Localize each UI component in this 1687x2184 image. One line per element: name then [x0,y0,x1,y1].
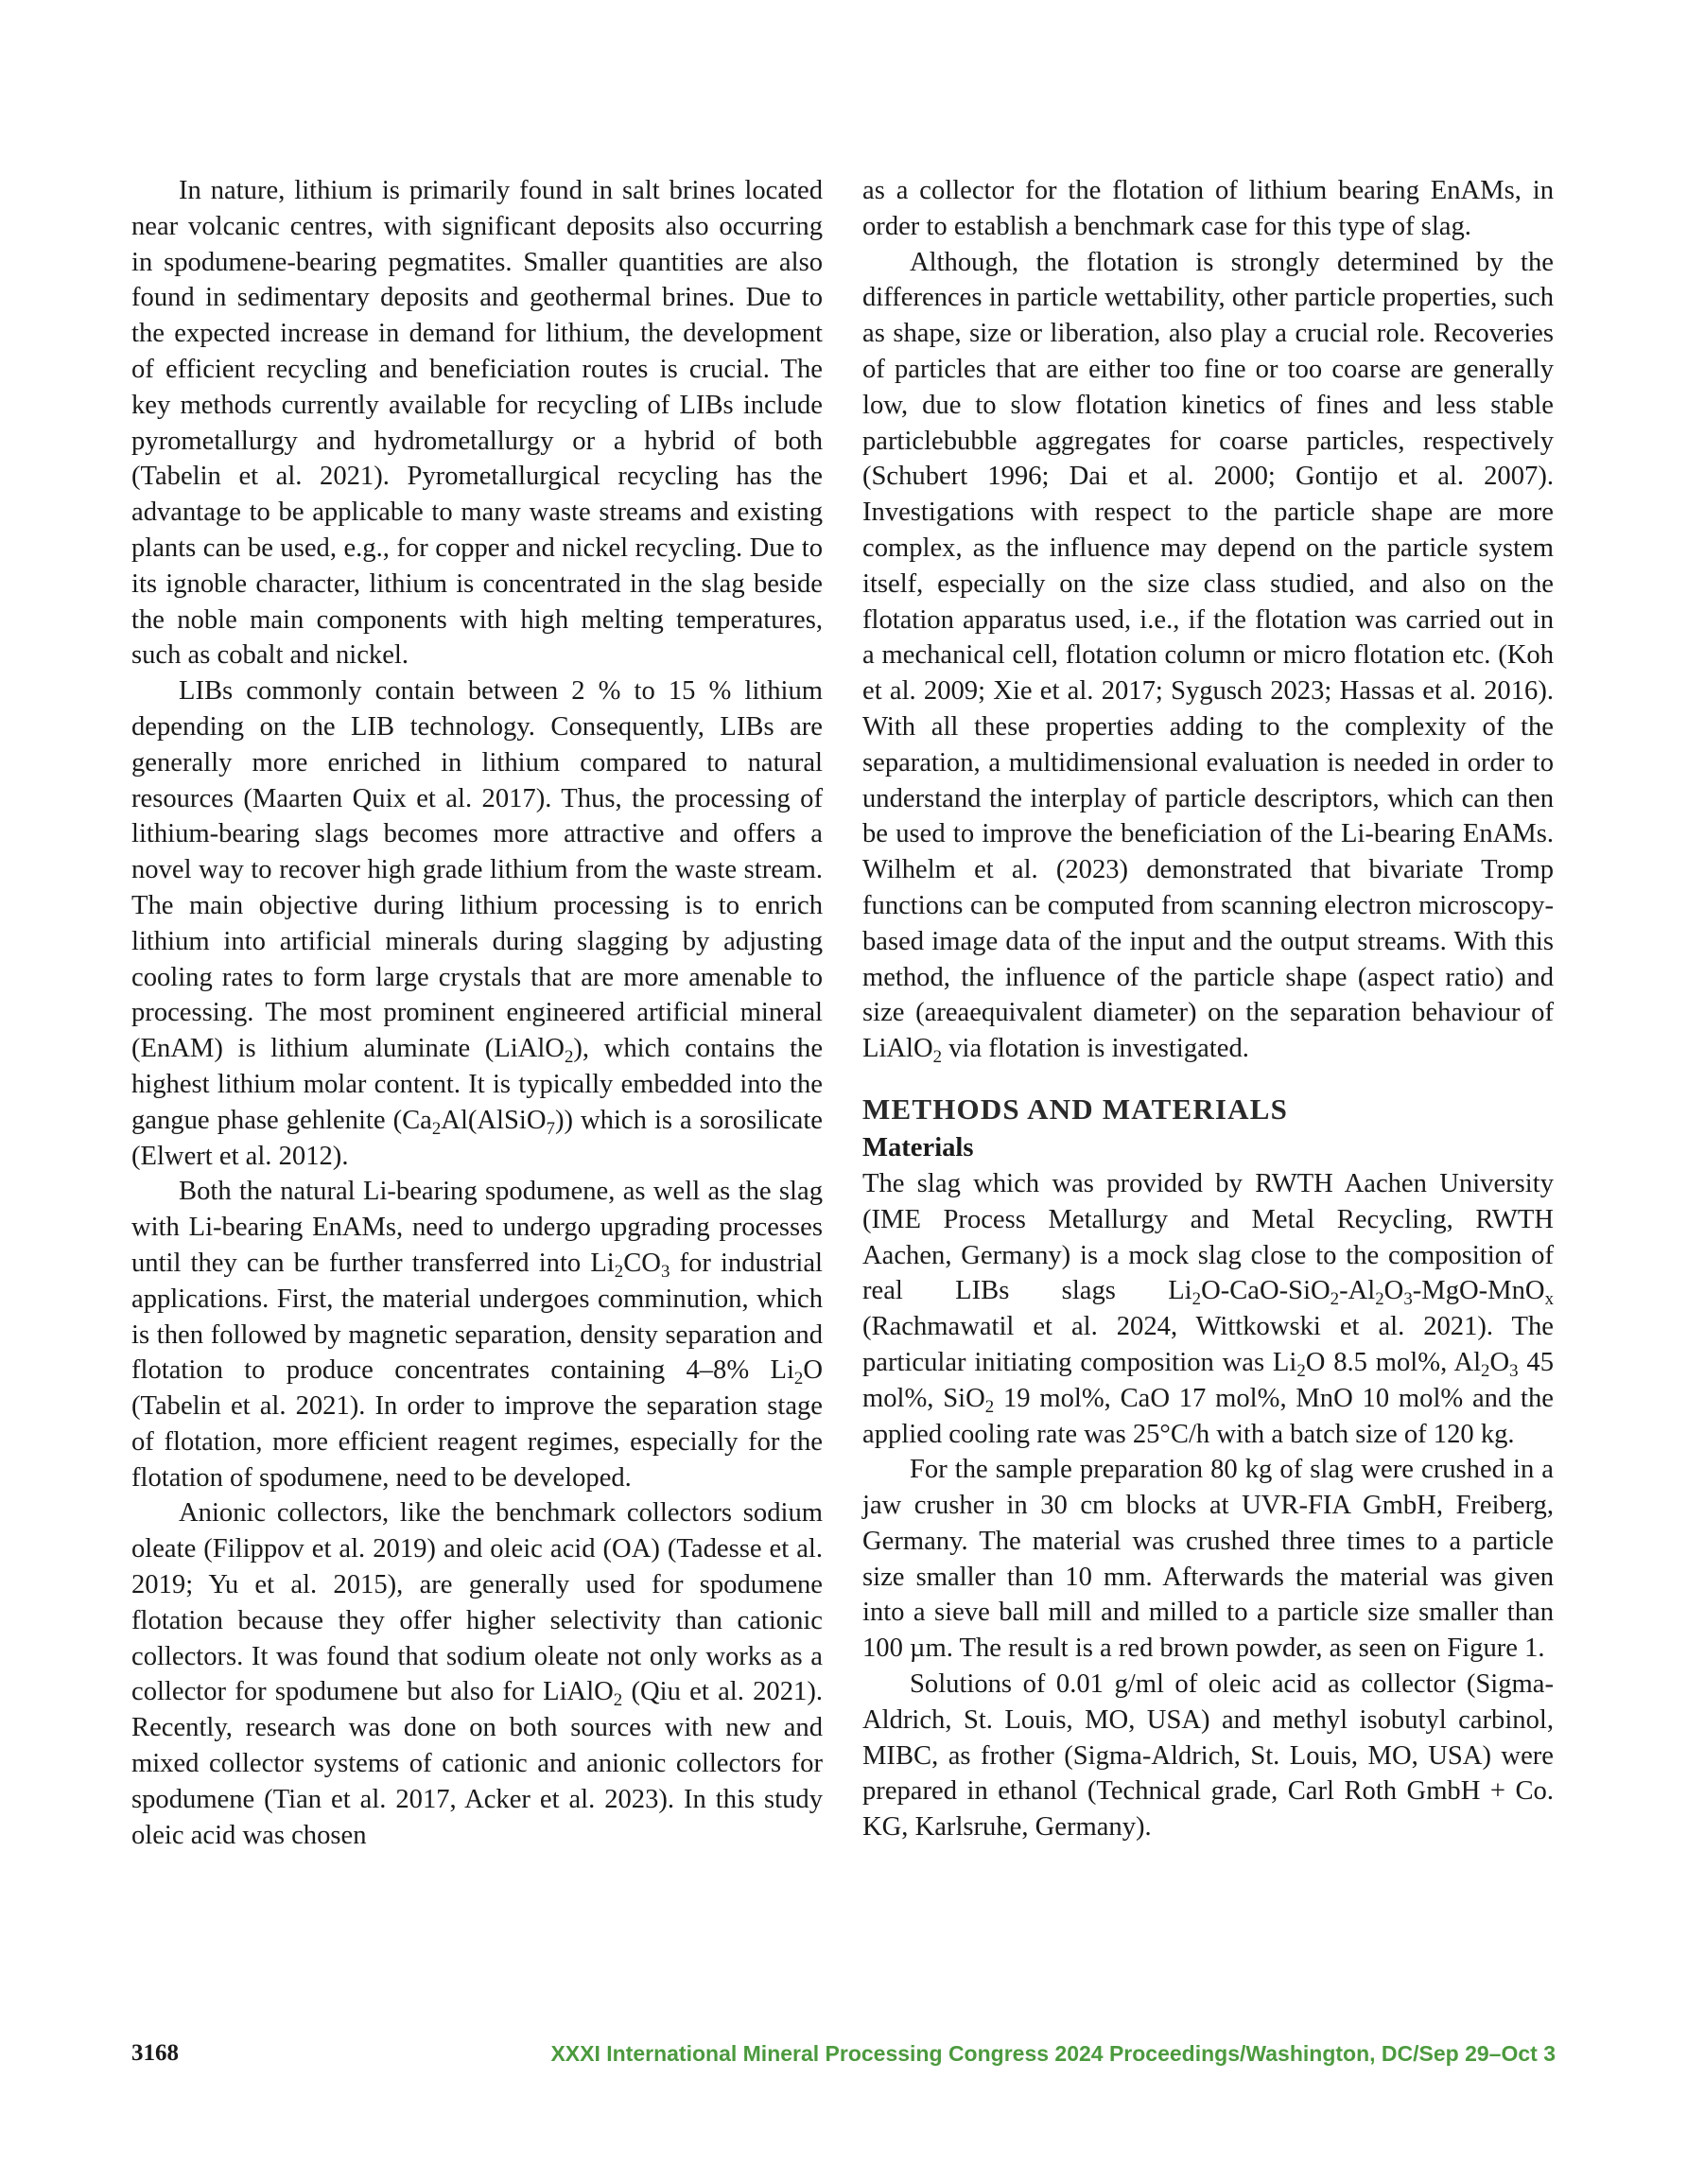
paragraph-particle-properties: Although, the flotation is strongly determined by the differences in particle wettability, other particle properties, such as shape, size or liberation, also play a crucial role. Recoveries of particles that are either too fine or too coarse are generally low, due to slow flotation kinetics of fines and less stable particlebubble aggregates for coarse particles, respectively (Schubert 1996; Dai et al. 2000; Gontijo et al. 2007). Investigations with respect to the particle shape are more complex, as the influence may depend on the particle system itself, especially on the size class studied, and also on the flotation apparatus used, i.e., if the flotation was carried out in a mechanical cell, flotation column or micro flotation etc. (Koh et al. 2009; Xie et al. 2017; Sygusch 2023; Hassas et al. 2016). With all these properties adding to the complexity of the separation, a multidimensional evaluation is needed in order to understand the interplay of particle descriptors, which can then be used to improve the beneficiation of the Li-bearing EnAMs. Wilhelm et al. (2023) demonstrated that bivariate Tromp functions can be computed from scanning electron microscopy-based image data of the input and the output streams. With this method, the influence of the particle shape (aspect ratio) and size (areaequivalent diameter) on the separation behaviour of LiAlO$_2$ via flotation is investigated. [862,247,1554,1068]
left-column [131,173,823,1853]
page-footer [131,2036,1556,2070]
paragraph-sample-preparation: For the sample preparation 80 kg of slag were crushed in a jaw crusher in 30 cm blocks at UVR-FIA GmbH, Freiberg, Germany. The material was crushed three times to a particle size smaller than 10 mm. Afterwards the material was given into a sieve ball mill and milled to a particle size smaller than 100 µm. The result is a red brown powder, as seen on Figure 1. [862,1455,1554,1664]
paragraph-slag-composition: The slag which was provided by RWTH Aachen University (IME Process Metallurgy and Metal Recycling, RWTH Aachen, Germany) is a mock slag close to the composition of real LIBs slags $Li_2O-CaO-SiO_2-Al_2O_3-MgO-MnO_x$ (Rachmawatil et al. 2024, Wittkowski et al. 2021). The particular initiating composition was $Li_2O$ 8.5 mol%, $Al_2O_3$ 45 mol%, SiO$_2$ 19 mol%, CaO 17 mol%, MnO 10 mol% and the applied cooling rate was 25°C/h with a batch size of 120 kg. [862,1168,1554,1449]
paragraph-anionic-collectors: Anionic collectors, like the benchmark collectors sodium oleate (Filippov et al. 2019) and oleic acid (OA) (Tadesse et al. 2019; Yu et al. 2015), are generally used for spodumene flotation because they offer higher selectivity than cationic collectors. It was found that sodium oleate not only works as a collector for spodumene but also for LiAlO$_2$ (Qiu et al. 2021). Recently, research was done on both sources with new and mixed collector systems of cationic and anionic collectors for spodumene (Tian et al. 2017, Acker et al. 2023). In this study oleic acid was chosen [131,1498,823,1850]
paragraph-upgrading-processes: Both the natural Li-bearing spodumene, as well as the slag with Li-bearing EnAMs, need to undergo upgrading processes until they can be further transferred into $Li_2CO_3$ for industrial applications. First, the material undergoes comminution, which is then followed by magnetic separation, density separation and flotation to produce concentrates containing 4–8% $Li_2O$ (Tabelin et al. 2021). In order to improve the separation stage of flotation, more efficient reagent regimes, especially for the flotation of spodumene, need to be developed. [131,1177,823,1493]
page-number: 3168 [131,2040,179,2066]
right-column [862,173,1554,1845]
paragraph-lib-lithium-content: LIBs commonly contain between 2 % to 15 % lithium depending on the LIB technology. Consequently, LIBs are generally more enriched in lithium compared to natural resources (Maarten Quix et al. 2017). Thus, the processing of lithium-bearing slags becomes more attractive and offers a novel way to recover high grade lithium from the waste stream. The main objective during lithium processing is to enrich lithium into artificial minerals during slagging by adjusting cooling rates to form large crystals that are more amenable to processing. The most prominent engineered artificial mineral (EnAM) is lithium aluminate (LiAlO$_2$), which contains the highest lithium molar content. It is typically embedded into the gangue phase gehlenite $(Ca_2Al(AlSiO_7))$ which is a sorosilicate (Elwert et al. 2012). [131,676,824,1171]
paragraph-reagent-solutions: Solutions of 0.01 g/ml of oleic acid as collector (Sigma-Aldrich, St. Louis, MO, USA) and methyl isobutyl carbinol, MIBC, as frother (Sigma-Aldrich, St. Louis, MO, USA) were prepared in ethanol (Technical grade, Carl Roth GmbH + Co. KG, Karlsruhe, Germany). [862,1669,1554,1843]
paragraph-lithium-sources: In nature, lithium is primarily found in salt brines located near volcanic centres, with significant deposits also occurring in spodumene-bearing pegmatites. Smaller quantities are also found in sedimentary deposits and geothermal brines. Due to the expected increase in demand for lithium, the development of efficient recycling and beneficiation routes is crucial. The key methods currently available for recycling of LIBs include pyrometallurgy and hydrometallurgy or a hybrid of both (Tabelin et al. 2021). Pyrometallurgical recycling has the advantage to be applicable to many waste streams and existing plants can be used, e.g., for copper and nickel recycling. Due to its ignoble character, lithium is concentrated in the slag beside the noble main components with high melting temperatures, such as cobalt and nickel. [131,176,823,671]
section-heading: METHODS AND MATERIALS [862,1092,1289,1126]
paragraph-collector-continuation: as a collector for the flotation of lithium bearing EnAMs, in order to establish a benchmark case for this type of slag. [862,176,1554,241]
proceedings-title: XXXI International Mineral Processing Congress 2024 Proceedings/Washington, DC/Sep 29–Oct 3 [550,2041,1556,2066]
subsection-heading: Materials [862,1132,974,1162]
